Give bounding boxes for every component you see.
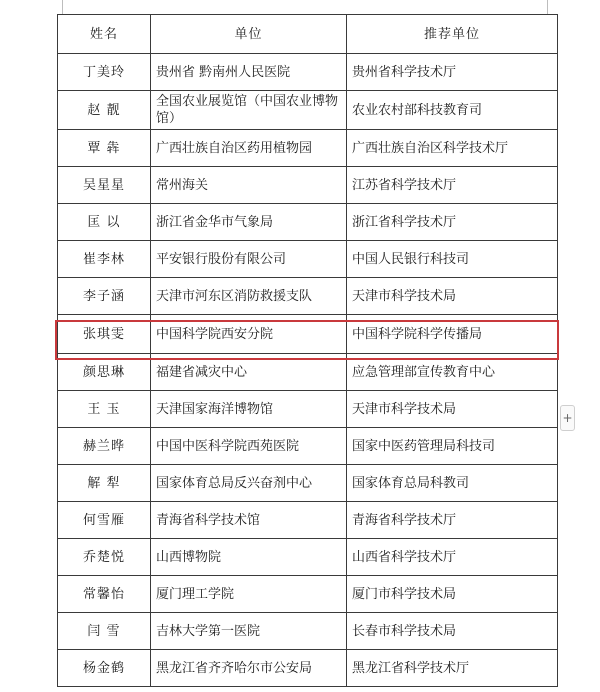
cell-recommender: 贵州省科学技术厅 — [347, 54, 558, 91]
cell-name: 丁美玲 — [58, 54, 151, 91]
cell-name: 匡 以 — [58, 204, 151, 241]
table-row — [58, 650, 558, 687]
cell-name: 吴星星 — [58, 167, 151, 204]
cell-name: 覃 犇 — [58, 130, 151, 167]
cell-unit: 平安银行股份有限公司 — [151, 241, 347, 278]
table-row — [58, 539, 558, 576]
table-row — [58, 576, 558, 613]
cell-unit: 山西博物院 — [151, 539, 347, 576]
cell-unit: 黑龙江省齐齐哈尔市公安局 — [151, 650, 347, 687]
table-row — [58, 428, 558, 465]
cell-recommender: 青海省科学技术厅 — [347, 502, 558, 539]
cell-unit: 厦门理工学院 — [151, 576, 347, 613]
table-header-row — [58, 15, 558, 54]
cell-unit: 吉林大学第一医院 — [151, 613, 347, 650]
cell-name: 杨金鹤 — [58, 650, 151, 687]
cell-recommender: 天津市科学技术局 — [347, 391, 558, 428]
header-unit: 单位 — [151, 15, 347, 54]
table-row — [58, 241, 558, 278]
table-row — [58, 391, 558, 428]
cell-name: 崔李林 — [58, 241, 151, 278]
table-row — [58, 613, 558, 650]
table-row — [58, 167, 558, 204]
table-row — [58, 91, 558, 130]
cell-unit: 中国中医科学院西苑医院 — [151, 428, 347, 465]
cell-unit: 贵州省 黔南州人民医院 — [151, 54, 347, 91]
cell-recommender: 中国人民银行科技司 — [347, 241, 558, 278]
cell-recommender: 长春市科学技术局 — [347, 613, 558, 650]
cell-name: 闫 雪 — [58, 613, 151, 650]
table-row-highlighted — [58, 315, 558, 354]
cell-name: 李子涵 — [58, 278, 151, 315]
table-row — [58, 465, 558, 502]
table-row — [58, 278, 558, 315]
cell-recommender: 国家体育总局科教司 — [347, 465, 558, 502]
cell-recommender: 天津市科学技术局 — [347, 278, 558, 315]
cell-unit: 浙江省金华市气象局 — [151, 204, 347, 241]
cell-name: 颜思琳 — [58, 354, 151, 391]
add-row-button[interactable] — [560, 405, 575, 431]
cell-recommender: 中国科学院科学传播局 — [347, 315, 558, 354]
cell-name: 赫兰晔 — [58, 428, 151, 465]
cell-recommender: 农业农村部科技教育司 — [347, 91, 558, 130]
cell-recommender: 江苏省科学技术厅 — [347, 167, 558, 204]
cell-recommender: 应急管理部宣传教育中心 — [347, 354, 558, 391]
cell-recommender: 国家中医药管理局科技司 — [347, 428, 558, 465]
cell-recommender: 厦门市科学技术局 — [347, 576, 558, 613]
cell-unit: 广西壮族自治区药用植物园 — [151, 130, 347, 167]
cell-name: 王 玉 — [58, 391, 151, 428]
cell-unit: 天津市河东区消防救援支队 — [151, 278, 347, 315]
cell-name: 常馨怡 — [58, 576, 151, 613]
cell-recommender: 山西省科学技术厅 — [347, 539, 558, 576]
table-row — [58, 354, 558, 391]
cell-recommender: 浙江省科学技术厅 — [347, 204, 558, 241]
cell-recommender: 黑龙江省科学技术厅 — [347, 650, 558, 687]
plus-icon: + — [562, 411, 573, 425]
cell-name: 赵 靓 — [58, 91, 151, 130]
cell-name: 张琪雯 — [58, 315, 151, 354]
cell-name: 乔楚悦 — [58, 539, 151, 576]
table-row — [58, 204, 558, 241]
table-row — [58, 54, 558, 91]
cell-recommender: 广西壮族自治区科学技术厅 — [347, 130, 558, 167]
table-row — [58, 502, 558, 539]
page-margin-mark-right — [547, 0, 548, 14]
recommendation-table — [57, 14, 558, 687]
cell-unit: 常州海关 — [151, 167, 347, 204]
cell-unit: 全国农业展览馆（中国农业博物馆） — [151, 91, 347, 130]
header-name: 姓名 — [58, 15, 151, 54]
cell-unit: 青海省科学技术馆 — [151, 502, 347, 539]
header-recommender: 推荐单位 — [347, 15, 558, 54]
cell-unit: 中国科学院西安分院 — [151, 315, 347, 354]
cell-name: 何雪雁 — [58, 502, 151, 539]
page-margin-mark-left — [62, 0, 63, 14]
cell-unit: 国家体育总局反兴奋剂中心 — [151, 465, 347, 502]
cell-name: 解 犁 — [58, 465, 151, 502]
cell-unit: 福建省减灾中心 — [151, 354, 347, 391]
table-row — [58, 130, 558, 167]
cell-unit: 天津国家海洋博物馆 — [151, 391, 347, 428]
